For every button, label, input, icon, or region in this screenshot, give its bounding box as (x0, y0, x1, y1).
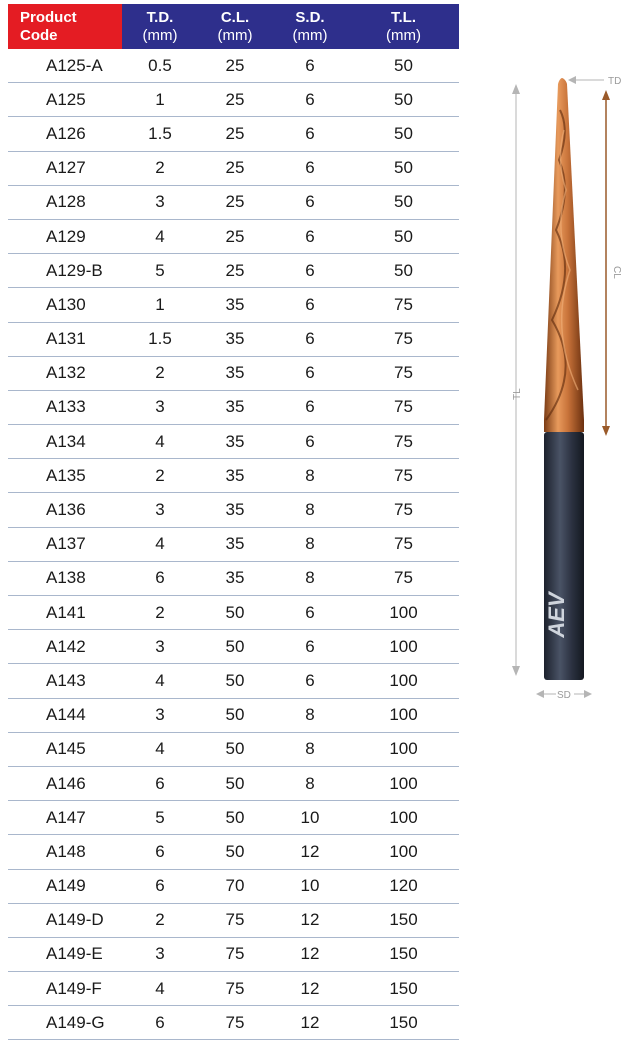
cell-sd: 6 (305, 363, 315, 383)
cell-sd: 8 (305, 739, 315, 759)
cell-cl: 70 (225, 876, 245, 896)
cell-sd: 10 (300, 807, 320, 827)
cell-cl: 35 (225, 500, 245, 520)
table-row (8, 186, 459, 220)
tl-label: TL (512, 388, 523, 400)
header-cl-label: C.L. (220, 8, 250, 26)
table-row (8, 391, 459, 425)
cell-td: 6 (155, 773, 165, 793)
cell-td: 6 (155, 1012, 165, 1032)
cell-cl: 75 (225, 978, 245, 998)
cell-td: 4 (155, 431, 165, 451)
cell-cl: 35 (225, 294, 245, 314)
cell-code: A141 (46, 602, 86, 622)
cell-tl: 75 (394, 329, 413, 349)
cell-tl: 50 (394, 158, 413, 178)
table-row (8, 49, 459, 83)
cell-td: 2 (155, 910, 165, 930)
cell-cl: 25 (225, 89, 245, 109)
cell-tl: 75 (394, 534, 413, 554)
header-sd (272, 4, 348, 49)
cell-sd: 6 (305, 397, 315, 417)
cell-cl: 35 (225, 329, 245, 349)
cell-code: A129 (46, 226, 86, 246)
cell-cl: 35 (225, 363, 245, 383)
cell-tl: 50 (394, 192, 413, 212)
cell-code: A126 (46, 123, 86, 143)
cell-td: 3 (155, 192, 165, 212)
table-header (8, 4, 459, 49)
cell-tl: 75 (394, 500, 413, 520)
table-row (8, 870, 459, 904)
header-code-line1: Product (20, 8, 77, 26)
brand-logo: AEV (544, 592, 569, 638)
cell-sd: 12 (300, 1012, 320, 1032)
cell-code: A133 (46, 397, 86, 417)
cell-td: 2 (155, 465, 165, 485)
cell-cl: 35 (225, 534, 245, 554)
sd-dimension (536, 688, 592, 701)
cell-code: A143 (46, 670, 86, 690)
cell-td: 3 (155, 397, 165, 417)
cell-cl: 50 (225, 841, 245, 861)
cell-tl: 50 (394, 55, 413, 75)
table-row (8, 733, 459, 767)
header-tl-label: T.L. (391, 8, 416, 26)
td-label: TD (608, 76, 622, 87)
cell-cl: 50 (225, 807, 245, 827)
cell-sd: 8 (305, 773, 315, 793)
cell-td: 6 (155, 876, 165, 896)
cell-sd: 8 (305, 705, 315, 725)
cell-code: A130 (46, 294, 86, 314)
cell-sd: 6 (305, 260, 315, 280)
table-row (8, 801, 459, 835)
cell-tl: 100 (389, 841, 418, 861)
cell-sd: 6 (305, 123, 315, 143)
table-row (8, 425, 459, 459)
cell-code: A145 (46, 739, 86, 759)
cell-td: 2 (155, 602, 165, 622)
cell-cl: 50 (225, 602, 245, 622)
tl-dimension (512, 84, 523, 676)
header-td-label: T.D. (146, 8, 174, 26)
cell-tl: 50 (394, 123, 413, 143)
cell-tl: 100 (389, 773, 418, 793)
table-row (8, 220, 459, 254)
cell-sd: 6 (305, 602, 315, 622)
cell-code: A125 (46, 89, 86, 109)
table-row (8, 254, 459, 288)
cell-code: A136 (46, 500, 86, 520)
cell-cl: 75 (225, 910, 245, 930)
cell-cl: 50 (225, 670, 245, 690)
cell-sd: 6 (305, 294, 315, 314)
cell-tl: 100 (389, 602, 418, 622)
cell-code: A142 (46, 636, 86, 656)
cell-td: 0.5 (148, 55, 172, 75)
table-row (8, 459, 459, 493)
cell-td: 2 (155, 158, 165, 178)
cell-sd: 6 (305, 329, 315, 349)
cell-sd: 6 (305, 431, 315, 451)
cell-td: 3 (155, 500, 165, 520)
cell-code: A149-E (46, 944, 103, 964)
table-body (8, 49, 459, 1040)
header-cl (198, 4, 272, 49)
cell-code: A149-G (46, 1012, 105, 1032)
table-row (8, 323, 459, 357)
cell-code: A149-D (46, 910, 104, 930)
cell-tl: 120 (389, 876, 418, 896)
cell-td: 4 (155, 670, 165, 690)
cell-cl: 50 (225, 636, 245, 656)
cell-cl: 75 (225, 1012, 245, 1032)
cell-code: A127 (46, 158, 86, 178)
table-row (8, 972, 459, 1006)
cell-cl: 25 (225, 123, 245, 143)
table-row (8, 630, 459, 664)
header-tl (348, 4, 459, 49)
cell-sd: 12 (300, 944, 320, 964)
cell-tl: 75 (394, 431, 413, 451)
cell-tl: 75 (394, 363, 413, 383)
cell-tl: 100 (389, 705, 418, 725)
cell-tl: 150 (389, 944, 418, 964)
cell-tl: 75 (394, 397, 413, 417)
cell-code: A149 (46, 876, 86, 896)
cell-sd: 8 (305, 500, 315, 520)
cell-tl: 100 (389, 670, 418, 690)
cell-sd: 8 (305, 534, 315, 554)
header-td (122, 4, 198, 49)
cell-cl: 50 (225, 773, 245, 793)
cell-cl: 25 (225, 158, 245, 178)
cell-code: A148 (46, 841, 86, 861)
cell-code: A129-B (46, 260, 103, 280)
cell-sd: 8 (305, 465, 315, 485)
cell-code: A125-A (46, 55, 103, 75)
table-row (8, 767, 459, 801)
cell-tl: 150 (389, 1012, 418, 1032)
cell-sd: 6 (305, 55, 315, 75)
cell-td: 3 (155, 636, 165, 656)
cell-code: A137 (46, 534, 86, 554)
cell-code: A131 (46, 329, 86, 349)
table-row (8, 835, 459, 869)
cell-code: A138 (46, 568, 86, 588)
header-sd-unit: (mm) (292, 26, 328, 44)
cell-tl: 150 (389, 978, 418, 998)
cell-sd: 10 (300, 876, 320, 896)
cell-sd: 6 (305, 670, 315, 690)
cell-code: A135 (46, 465, 86, 485)
cell-tl: 100 (389, 739, 418, 759)
cell-cl: 25 (225, 226, 245, 246)
cell-tl: 75 (394, 294, 413, 314)
table-row (8, 904, 459, 938)
spec-table (8, 4, 459, 1040)
table-row (8, 699, 459, 733)
cell-cl: 75 (225, 944, 245, 964)
sd-label: SD (557, 690, 571, 701)
cell-sd: 6 (305, 636, 315, 656)
cell-tl: 100 (389, 636, 418, 656)
cell-code: A132 (46, 363, 86, 383)
header-product-code (8, 4, 122, 49)
table-row (8, 528, 459, 562)
cell-td: 4 (155, 978, 165, 998)
cell-sd: 6 (305, 226, 315, 246)
cell-td: 6 (155, 841, 165, 861)
cell-td: 1.5 (148, 329, 172, 349)
cl-label: CL (611, 266, 622, 279)
cell-code: A144 (46, 705, 86, 725)
cell-cl: 35 (225, 568, 245, 588)
table-row (8, 288, 459, 322)
cell-cl: 35 (225, 431, 245, 451)
cell-td: 5 (155, 260, 165, 280)
cell-cl: 35 (225, 465, 245, 485)
cl-dimension (602, 90, 622, 436)
cell-code: A128 (46, 192, 86, 212)
table-row (8, 83, 459, 117)
cell-cl: 25 (225, 260, 245, 280)
cell-code: A149-F (46, 978, 102, 998)
cell-td: 3 (155, 944, 165, 964)
table-row (8, 357, 459, 391)
cell-tl: 100 (389, 807, 418, 827)
cell-sd: 8 (305, 568, 315, 588)
cell-tl: 50 (394, 89, 413, 109)
cell-cl: 50 (225, 705, 245, 725)
shank (544, 432, 584, 680)
cell-tl: 50 (394, 226, 413, 246)
cell-td: 4 (155, 534, 165, 554)
cell-sd: 12 (300, 910, 320, 930)
table-row (8, 117, 459, 151)
cell-cl: 25 (225, 192, 245, 212)
table-row (8, 152, 459, 186)
cell-td: 6 (155, 568, 165, 588)
cell-tl: 75 (394, 568, 413, 588)
cell-td: 2 (155, 363, 165, 383)
header-td-unit: (mm) (142, 26, 178, 44)
td-dimension (568, 76, 621, 87)
table-row (8, 562, 459, 596)
end-mill-figure (500, 70, 635, 710)
header-tl-unit: (mm) (386, 26, 421, 44)
cell-code: A147 (46, 807, 86, 827)
cell-sd: 6 (305, 192, 315, 212)
table-row (8, 938, 459, 972)
cell-td: 3 (155, 705, 165, 725)
cell-td: 4 (155, 739, 165, 759)
cell-sd: 12 (300, 841, 320, 861)
cell-td: 1 (155, 89, 165, 109)
cell-cl: 25 (225, 55, 245, 75)
cell-tl: 150 (389, 910, 418, 930)
table-row (8, 596, 459, 630)
header-cl-unit: (mm) (217, 26, 253, 44)
cell-td: 1.5 (148, 123, 172, 143)
cell-sd: 6 (305, 158, 315, 178)
cell-sd: 12 (300, 978, 320, 998)
cell-td: 4 (155, 226, 165, 246)
cell-code: A146 (46, 773, 86, 793)
cell-code: A134 (46, 431, 86, 451)
cell-tl: 75 (394, 465, 413, 485)
cell-td: 5 (155, 807, 165, 827)
cell-tl: 50 (394, 260, 413, 280)
cell-td: 1 (155, 294, 165, 314)
header-sd-label: S.D. (295, 8, 325, 26)
header-code-line2: Code (20, 26, 58, 44)
cell-sd: 6 (305, 89, 315, 109)
table-row (8, 493, 459, 527)
cell-cl: 50 (225, 739, 245, 759)
table-row (8, 664, 459, 698)
cell-cl: 35 (225, 397, 245, 417)
